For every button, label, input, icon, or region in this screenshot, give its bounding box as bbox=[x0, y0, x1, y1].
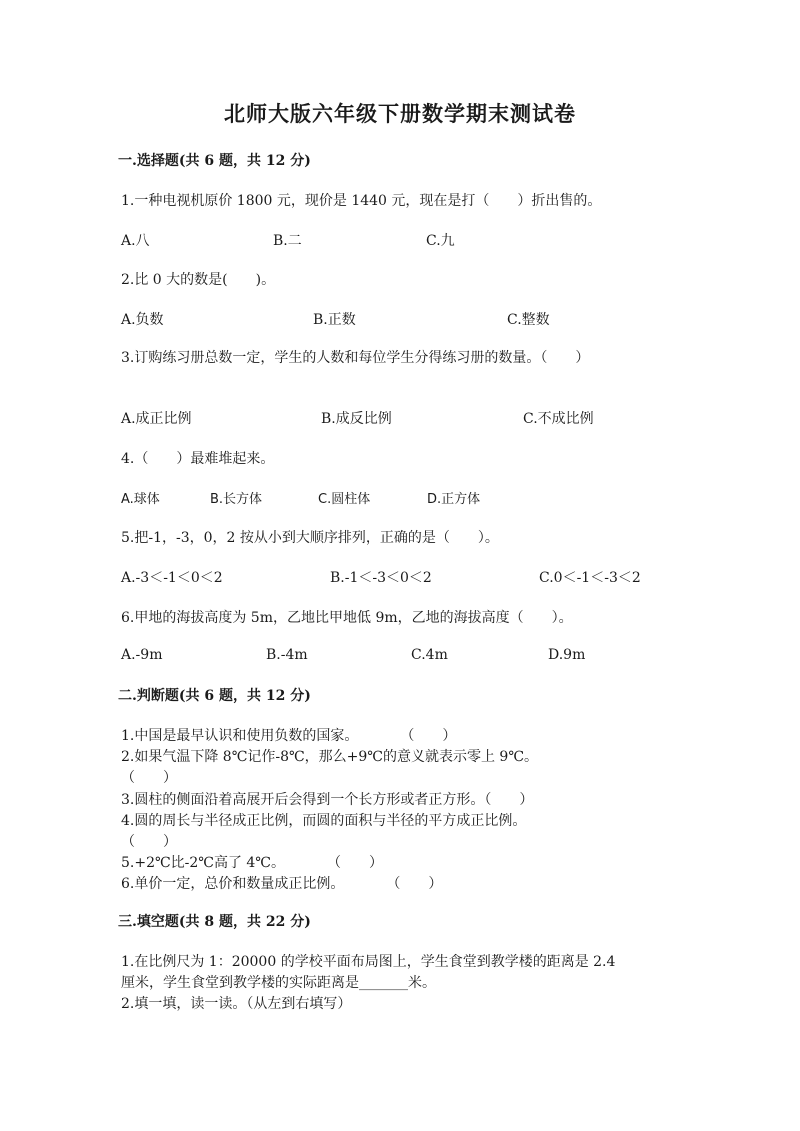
q4-option-a: A.球体 bbox=[121, 492, 160, 507]
q5-option-c: C.0＜-1＜-3＜2 bbox=[539, 570, 641, 586]
q3-option-c: C.不成比例 bbox=[523, 411, 594, 427]
section-heading-choice: 一.选择题(共 6 题，共 12 分) bbox=[118, 153, 311, 169]
fill-1-line-2: 厘米，学生食堂到教学楼的实际距离是_______米。 bbox=[121, 975, 436, 991]
q1-option-a: A.八 bbox=[121, 233, 150, 249]
q6-option-b: B.-4m bbox=[266, 647, 308, 663]
judge-6: 6.单价一定，总价和数量成正比例。 （ ） bbox=[121, 876, 443, 892]
fill-1-line-1: 1.在比例尺为 1：20000 的学校平面布局图上，学生食堂到教学楼的距离是 2.4 bbox=[121, 954, 616, 970]
question-2: 2.比 0 大的数是( )。 bbox=[121, 272, 276, 288]
q3-option-a: A.成正比例 bbox=[121, 411, 192, 427]
q5-option-b: B.-1＜-3＜0＜2 bbox=[330, 570, 432, 586]
q4-option-b: B.长方体 bbox=[210, 492, 263, 507]
q2-option-c: C.整数 bbox=[507, 312, 550, 328]
question-5: 5.把-1，-3，0，2 按从小到大顺序排列，正确的是（ ）。 bbox=[121, 530, 499, 546]
q6-option-c: C.4m bbox=[411, 647, 448, 663]
exam-title: 北师大版六年级下册数学期末测试卷 bbox=[224, 101, 576, 126]
q6-option-a: A.-9m bbox=[121, 647, 163, 663]
judge-2-bracket: （ ） bbox=[121, 770, 177, 786]
q5-option-a: A.-3＜-1＜0＜2 bbox=[121, 570, 223, 586]
judge-2: 2.如果气温下降 8℃记作-8℃，那么+9℃的意义就表示零上 9℃。 bbox=[121, 749, 538, 765]
question-1: 1.一种电视机原价 1800 元，现价是 1440 元，现在是打（ ）折出售的。 bbox=[121, 193, 602, 209]
judge-4: 4.圆的周长与半径成正比例，而圆的面积与半径的平方成正比例。 bbox=[121, 813, 527, 829]
judge-5: 5.+2℃比-2℃高了 4℃。 （ ） bbox=[121, 855, 383, 871]
section-heading-fill: 三.填空题(共 8 题，共 22 分) bbox=[118, 914, 311, 930]
section-heading-judge: 二.判断题(共 6 题，共 12 分) bbox=[118, 688, 311, 704]
q2-option-b: B.正数 bbox=[313, 312, 356, 328]
q4-option-c: C.圆柱体 bbox=[318, 492, 371, 507]
judge-1: 1.中国是最早认识和使用负数的国家。 （ ） bbox=[121, 728, 457, 744]
question-4: 4.（ ）最难堆起来。 bbox=[121, 451, 275, 467]
question-3: 3.订购练习册总数一定，学生的人数和每位学生分得练习册的数量。（ ） bbox=[121, 350, 590, 366]
q1-option-c: C.九 bbox=[426, 233, 455, 249]
q6-option-d: D.9m bbox=[548, 647, 586, 663]
judge-3: 3.圆柱的侧面沿着高展开后会得到一个长方形或者正方形。（ ） bbox=[121, 792, 534, 808]
q3-option-b: B.成反比例 bbox=[321, 411, 392, 427]
question-6: 6.甲地的海拔高度为 5m，乙地比甲地低 9m，乙地的海拔高度（ ）。 bbox=[121, 610, 573, 626]
q2-option-a: A.负数 bbox=[121, 312, 164, 328]
fill-2: 2.填一填，读一读。（从左到右填写） bbox=[121, 996, 352, 1012]
judge-4-bracket: （ ） bbox=[121, 834, 177, 850]
q1-option-b: B.二 bbox=[273, 233, 302, 249]
q4-option-d: D.正方体 bbox=[427, 492, 481, 507]
